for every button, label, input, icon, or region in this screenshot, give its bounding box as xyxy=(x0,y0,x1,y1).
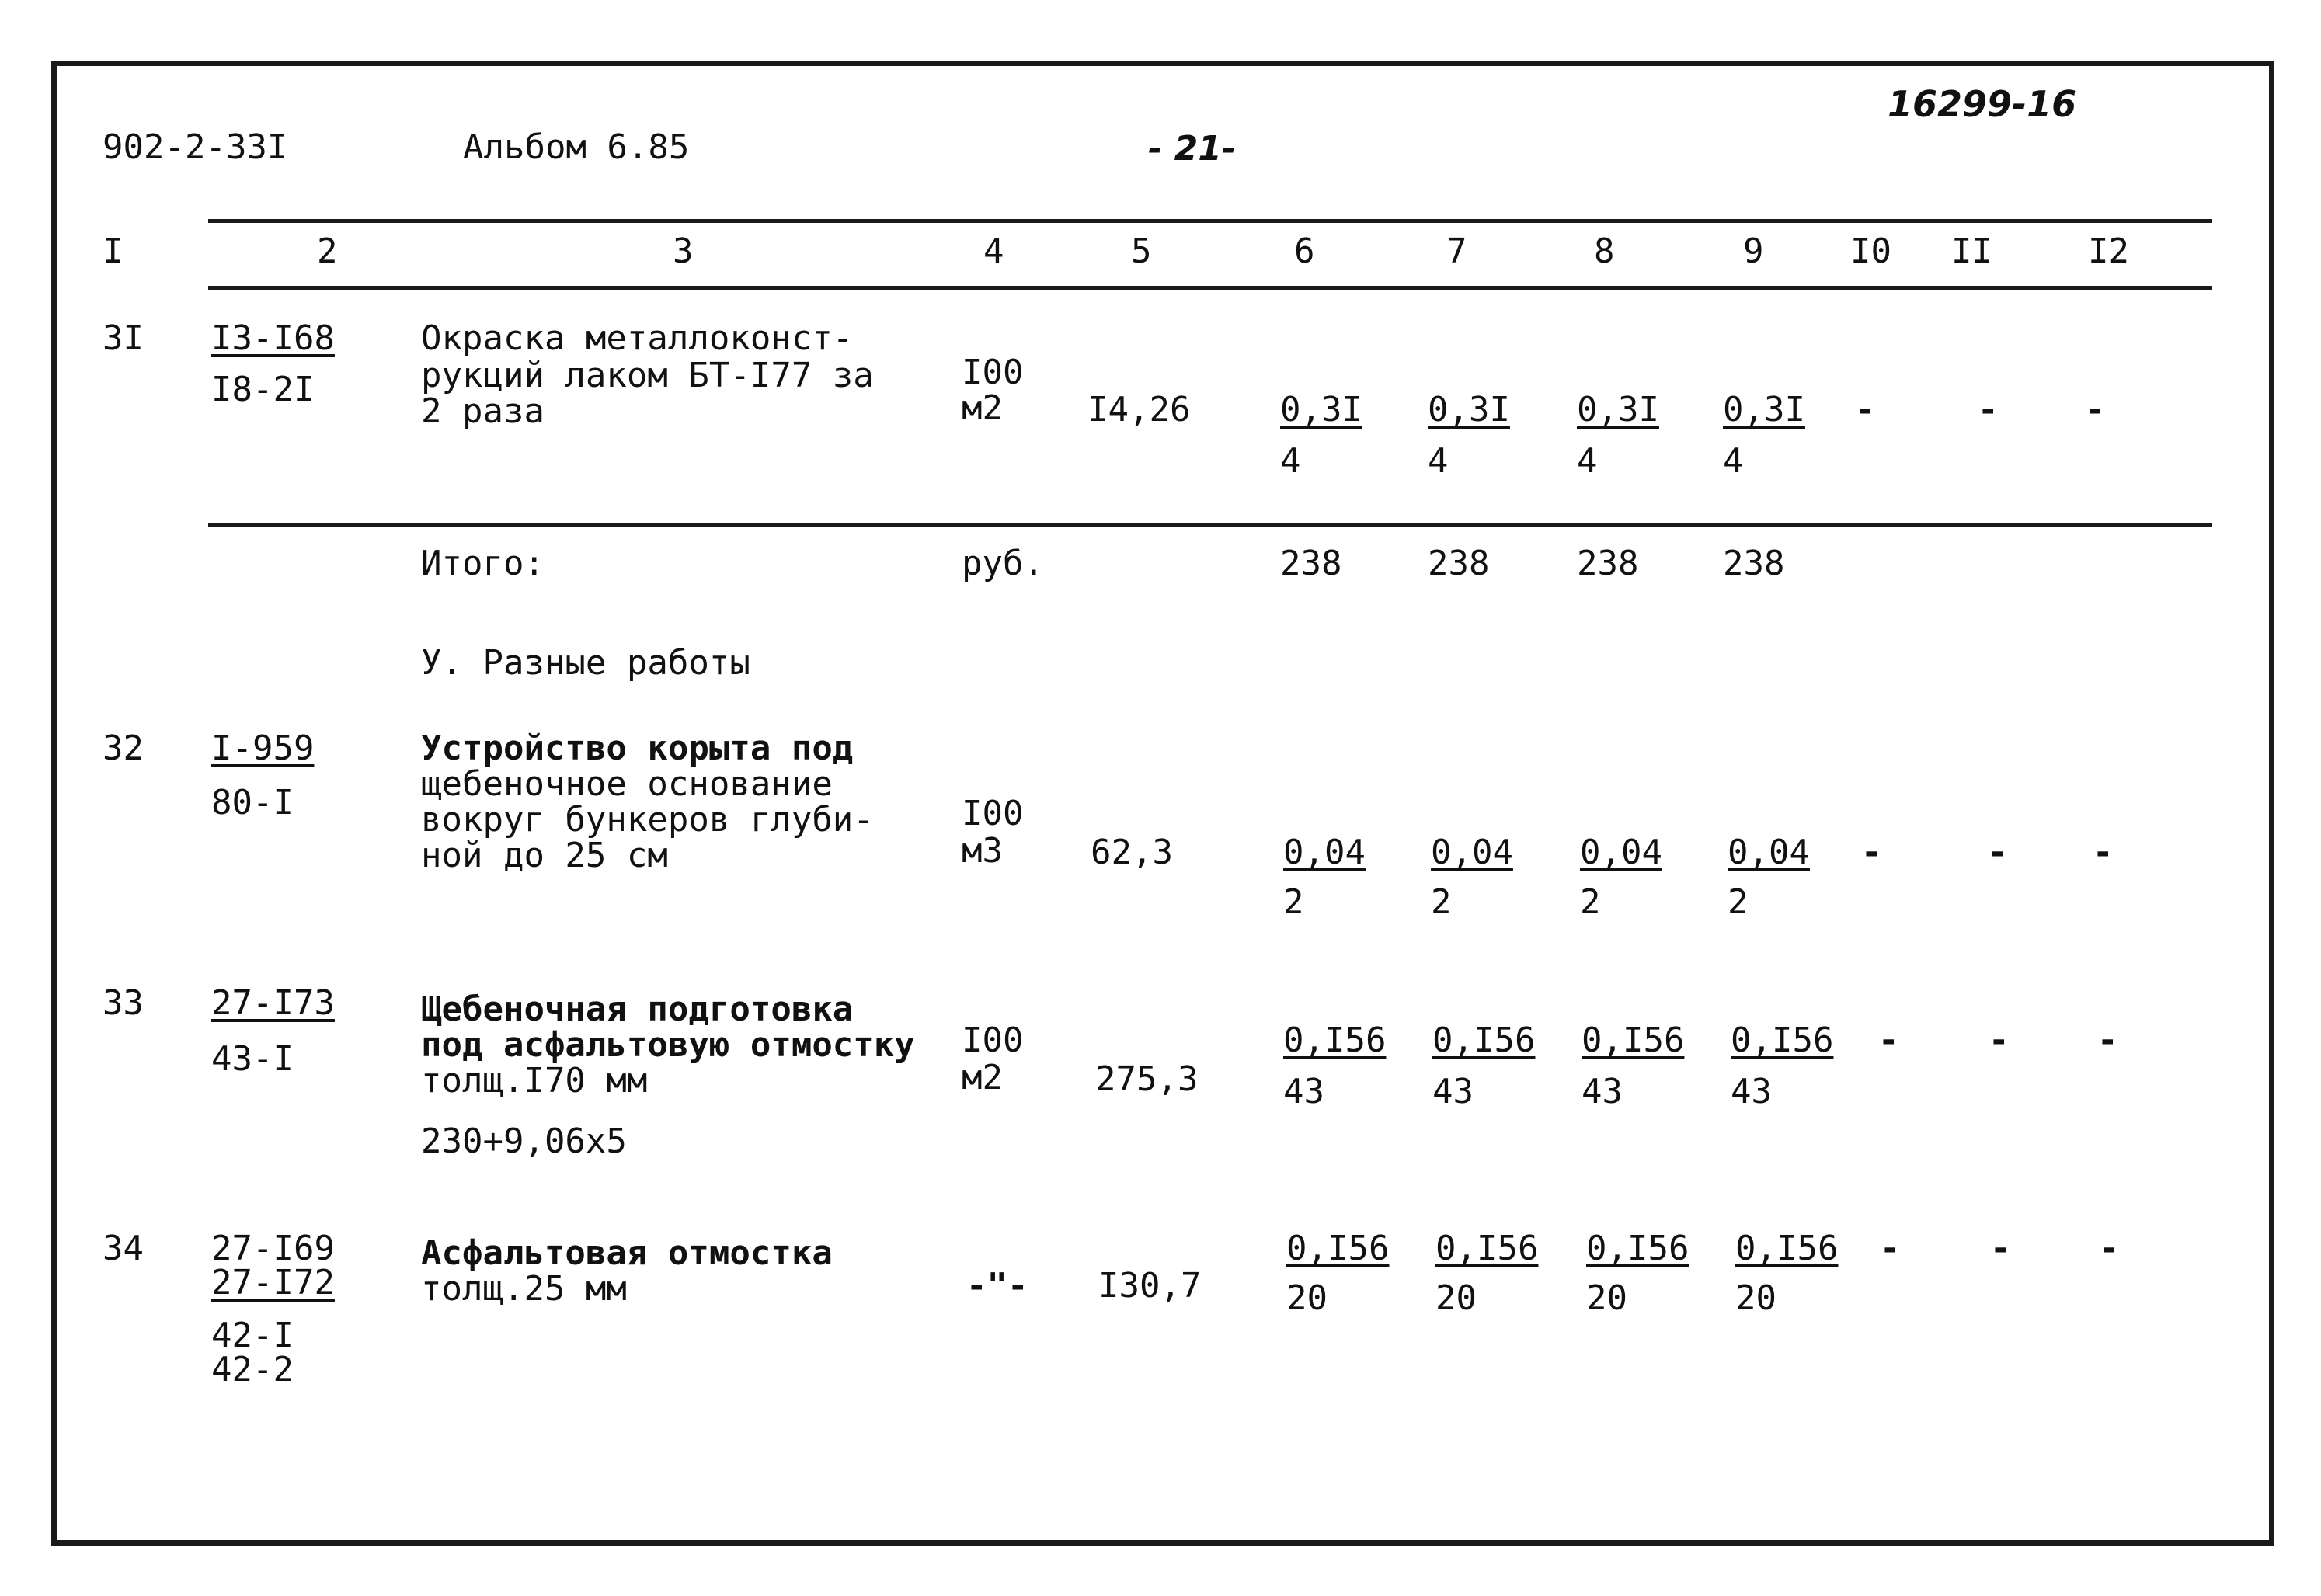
col-header: 3 xyxy=(673,231,694,271)
col-header: 9 xyxy=(1743,231,1764,271)
row-value-top: 0,I56 xyxy=(1582,1021,1685,1060)
row-value-bottom: 2 xyxy=(1431,882,1452,922)
row-dash: - xyxy=(2099,1229,2120,1268)
row-unit: -"- xyxy=(966,1266,1028,1306)
col-header: 5 xyxy=(1131,231,1152,271)
row-dash: - xyxy=(1861,833,1882,872)
row-value-top: 0,I56 xyxy=(1435,1229,1539,1268)
row-unit: I00 xyxy=(962,1021,1024,1060)
row-code: 27-I72 xyxy=(211,1263,335,1302)
row-value-top: 0,3I xyxy=(1428,390,1510,429)
row-description: вокруг бункеров глуби- xyxy=(421,800,874,840)
row-dash: - xyxy=(1989,1021,2010,1060)
row-value-bottom: 4 xyxy=(1280,441,1301,481)
row-description: под асфальтовую отмостку xyxy=(421,1025,915,1065)
col-header: I2 xyxy=(2088,231,2129,271)
row-value-bottom: 2 xyxy=(1580,882,1601,922)
col-header: 2 xyxy=(317,231,338,271)
row-note: 230+9,06х5 xyxy=(421,1121,627,1161)
row-number: 32 xyxy=(103,728,144,768)
row-value-bottom: 2 xyxy=(1283,882,1304,922)
row-value-bottom: 20 xyxy=(1735,1278,1776,1318)
row-value-top: 0,04 xyxy=(1728,833,1810,872)
total-value: 238 xyxy=(1723,544,1785,583)
row-price: 62,3 xyxy=(1091,833,1173,872)
row-value-bottom: 4 xyxy=(1428,441,1449,481)
row-description: 2 раза xyxy=(421,391,545,431)
stamp-number: 16299-16 xyxy=(1888,83,2077,125)
row-dash: - xyxy=(1987,833,2008,872)
page-frame xyxy=(51,61,2274,1546)
row-value-bottom: 4 xyxy=(1723,441,1744,481)
section-heading: У. Разные работы xyxy=(421,643,750,683)
total-unit: руб. xyxy=(962,544,1044,583)
total-value: 238 xyxy=(1280,544,1342,583)
row-number: 33 xyxy=(103,983,144,1023)
row-price: I30,7 xyxy=(1098,1266,1202,1306)
row-value-top: 0,3I xyxy=(1723,390,1805,429)
row-value-bottom: 43 xyxy=(1432,1072,1474,1111)
col-header: 4 xyxy=(983,231,1004,271)
row-value-bottom: 20 xyxy=(1286,1278,1328,1318)
row-code: I-959 xyxy=(211,728,315,768)
row-value-top: 0,I56 xyxy=(1286,1229,1390,1268)
row-dash: - xyxy=(2093,833,2114,872)
row-value-top: 0,04 xyxy=(1580,833,1662,872)
row-value-top: 0,I56 xyxy=(1735,1229,1839,1268)
row-code: 27-I69 xyxy=(211,1229,335,1268)
col-header: I xyxy=(103,231,124,271)
total-label: Итого: xyxy=(421,544,545,583)
total-value: 238 xyxy=(1428,544,1490,583)
row-dash: - xyxy=(1880,1229,1901,1268)
row-code: 43-I xyxy=(211,1039,294,1079)
row-value-top: 0,I56 xyxy=(1283,1021,1387,1060)
col-header: II xyxy=(1951,231,1992,271)
row-description: Окраска металлоконст- xyxy=(421,318,854,358)
row-code: 27-I73 xyxy=(211,983,335,1023)
row-dash: - xyxy=(1978,390,1999,429)
doc-code: 902-2-33I xyxy=(103,127,288,167)
row-number: 34 xyxy=(103,1229,144,1268)
total-value: 238 xyxy=(1577,544,1639,583)
row-description: рукций лаком БТ-I77 за xyxy=(421,356,874,395)
row-dash: - xyxy=(2085,390,2106,429)
row-value-top: 0,I56 xyxy=(1731,1021,1834,1060)
col-header: 8 xyxy=(1594,231,1615,271)
row-dash: - xyxy=(2097,1021,2118,1060)
row-value-top: 0,3I xyxy=(1280,390,1362,429)
row-code: 42-I xyxy=(211,1316,294,1355)
row-code: I3-I68 xyxy=(211,318,335,358)
row-value-bottom: 43 xyxy=(1731,1072,1772,1111)
row-description: толщ.I70 мм xyxy=(421,1061,648,1101)
row-description: щебеночное основание xyxy=(421,764,833,804)
row-dash: - xyxy=(1878,1021,1899,1060)
row-dash: - xyxy=(1990,1229,2011,1268)
row-unit: I00 xyxy=(962,794,1024,833)
row-description: Устройство корыта под xyxy=(421,728,854,768)
row-price: I4,26 xyxy=(1087,390,1191,429)
row-unit: м2 xyxy=(962,388,1003,428)
row-value-bottom: 43 xyxy=(1582,1072,1623,1111)
row-value-bottom: 2 xyxy=(1728,882,1749,922)
header-top-rule xyxy=(208,219,2212,223)
album-label: Альбом 6.85 xyxy=(463,127,690,167)
col-header: I0 xyxy=(1850,231,1891,271)
row-value-bottom: 20 xyxy=(1586,1278,1627,1318)
row-description: толщ.25 мм xyxy=(421,1269,627,1309)
row-description: ной до 25 см xyxy=(421,836,668,875)
row-value-top: 0,3I xyxy=(1577,390,1659,429)
row-code: I8-2I xyxy=(211,370,315,409)
row-value-bottom: 4 xyxy=(1577,441,1598,481)
total-rule xyxy=(208,523,2212,527)
page-number: - 21- xyxy=(1148,129,1237,169)
row-value-top: 0,I56 xyxy=(1586,1229,1689,1268)
row-code: 42-2 xyxy=(211,1350,294,1389)
row-dash: - xyxy=(1855,390,1876,429)
col-header: 7 xyxy=(1446,231,1467,271)
row-value-top: 0,I56 xyxy=(1432,1021,1536,1060)
row-value-bottom: 20 xyxy=(1435,1278,1477,1318)
header-bottom-rule xyxy=(208,286,2212,290)
row-value-top: 0,04 xyxy=(1283,833,1366,872)
row-description: Асфальтовая отмостка xyxy=(421,1233,833,1273)
row-code: 80-I xyxy=(211,783,294,822)
row-description: Щебеночная подготовка xyxy=(421,989,854,1029)
row-unit: м3 xyxy=(962,831,1003,871)
row-unit: I00 xyxy=(962,353,1024,392)
row-price: 275,3 xyxy=(1095,1059,1199,1099)
row-number: 3I xyxy=(103,318,144,358)
col-header: 6 xyxy=(1294,231,1315,271)
row-unit: м2 xyxy=(962,1058,1003,1097)
row-value-top: 0,04 xyxy=(1431,833,1513,872)
row-value-bottom: 43 xyxy=(1283,1072,1324,1111)
